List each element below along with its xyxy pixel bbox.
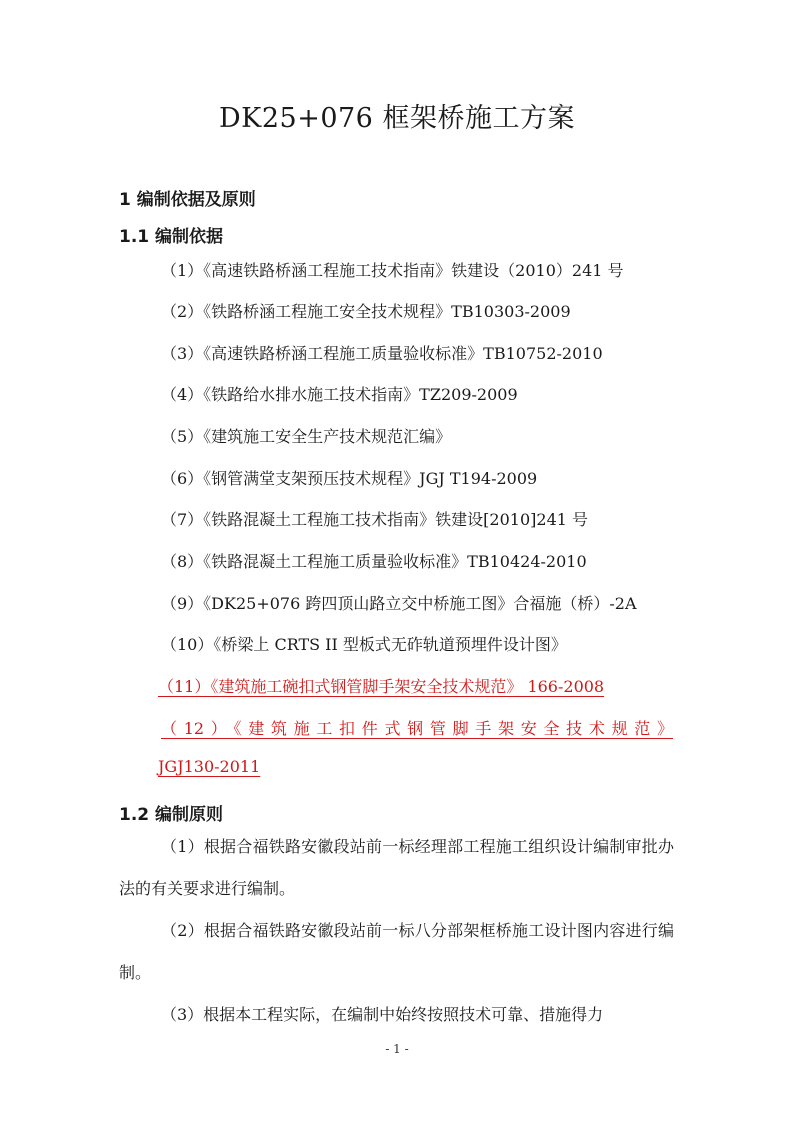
subsection-heading-principles: 1.2 编制原则	[119, 805, 224, 825]
reference-item: （8）《铁路混凝土工程施工质量验收标准》TB10424-2010	[161, 552, 587, 571]
document-title: DK25+076 框架桥施工方案	[219, 103, 575, 134]
subsection-heading-basis: 1.1 编制依据	[119, 227, 224, 247]
reference-item: （6）《钢管满堂支架预压技术规程》JGJ T194-2009	[161, 469, 538, 488]
reference-item: （10）《桥梁上 CRTS II 型板式无砟轨道预埋件设计图》	[161, 635, 567, 654]
reference-item-revised-continuation: JGJ130-2011	[158, 757, 261, 776]
reference-item: （2）《铁路桥涵工程施工安全技术规程》TB10303-2009	[161, 302, 571, 321]
reference-item: （7）《铁路混凝土工程施工技术指南》铁建设[2010]241 号	[161, 510, 589, 529]
reference-item-revised: （12）《建筑施工扣件式钢管脚手架安全技术规范》	[161, 719, 673, 738]
principle-paragraph: （3）根据本工程实际，在编制中始终按照技术可靠、措施得力	[161, 1005, 604, 1024]
principle-paragraph: （1）根据合福铁路安徽段站前一标经理部工程施工组织设计编制审批办法的有关要求进行编制。	[119, 837, 674, 898]
reference-item: （3）《高速铁路桥涵工程施工质量验收标准》TB10752-2010	[161, 344, 603, 363]
reference-item-revised: （11）《建筑施工碗扣式钢管脚手架安全技术规范》 166-2008	[158, 677, 605, 696]
reference-item: （9）《DK25+076 跨四顶山路立交中桥施工图》合福施（桥）-2A	[161, 594, 637, 613]
principle-paragraph: （2）根据合福铁路安徽段站前一标八分部架框桥施工设计图内容进行编制。	[119, 921, 674, 982]
section-heading: 1 编制依据及原则	[119, 190, 256, 210]
reference-item: （5）《建筑施工安全生产技术规范汇编》	[161, 427, 452, 446]
reference-item: （4）《铁路给水排水施工技术指南》TZ209-2009	[161, 385, 518, 404]
page-number: - 1 -	[385, 1042, 409, 1056]
reference-item: （1）《高速铁路桥涵工程施工技术指南》铁建设（2010）241 号	[161, 261, 624, 280]
